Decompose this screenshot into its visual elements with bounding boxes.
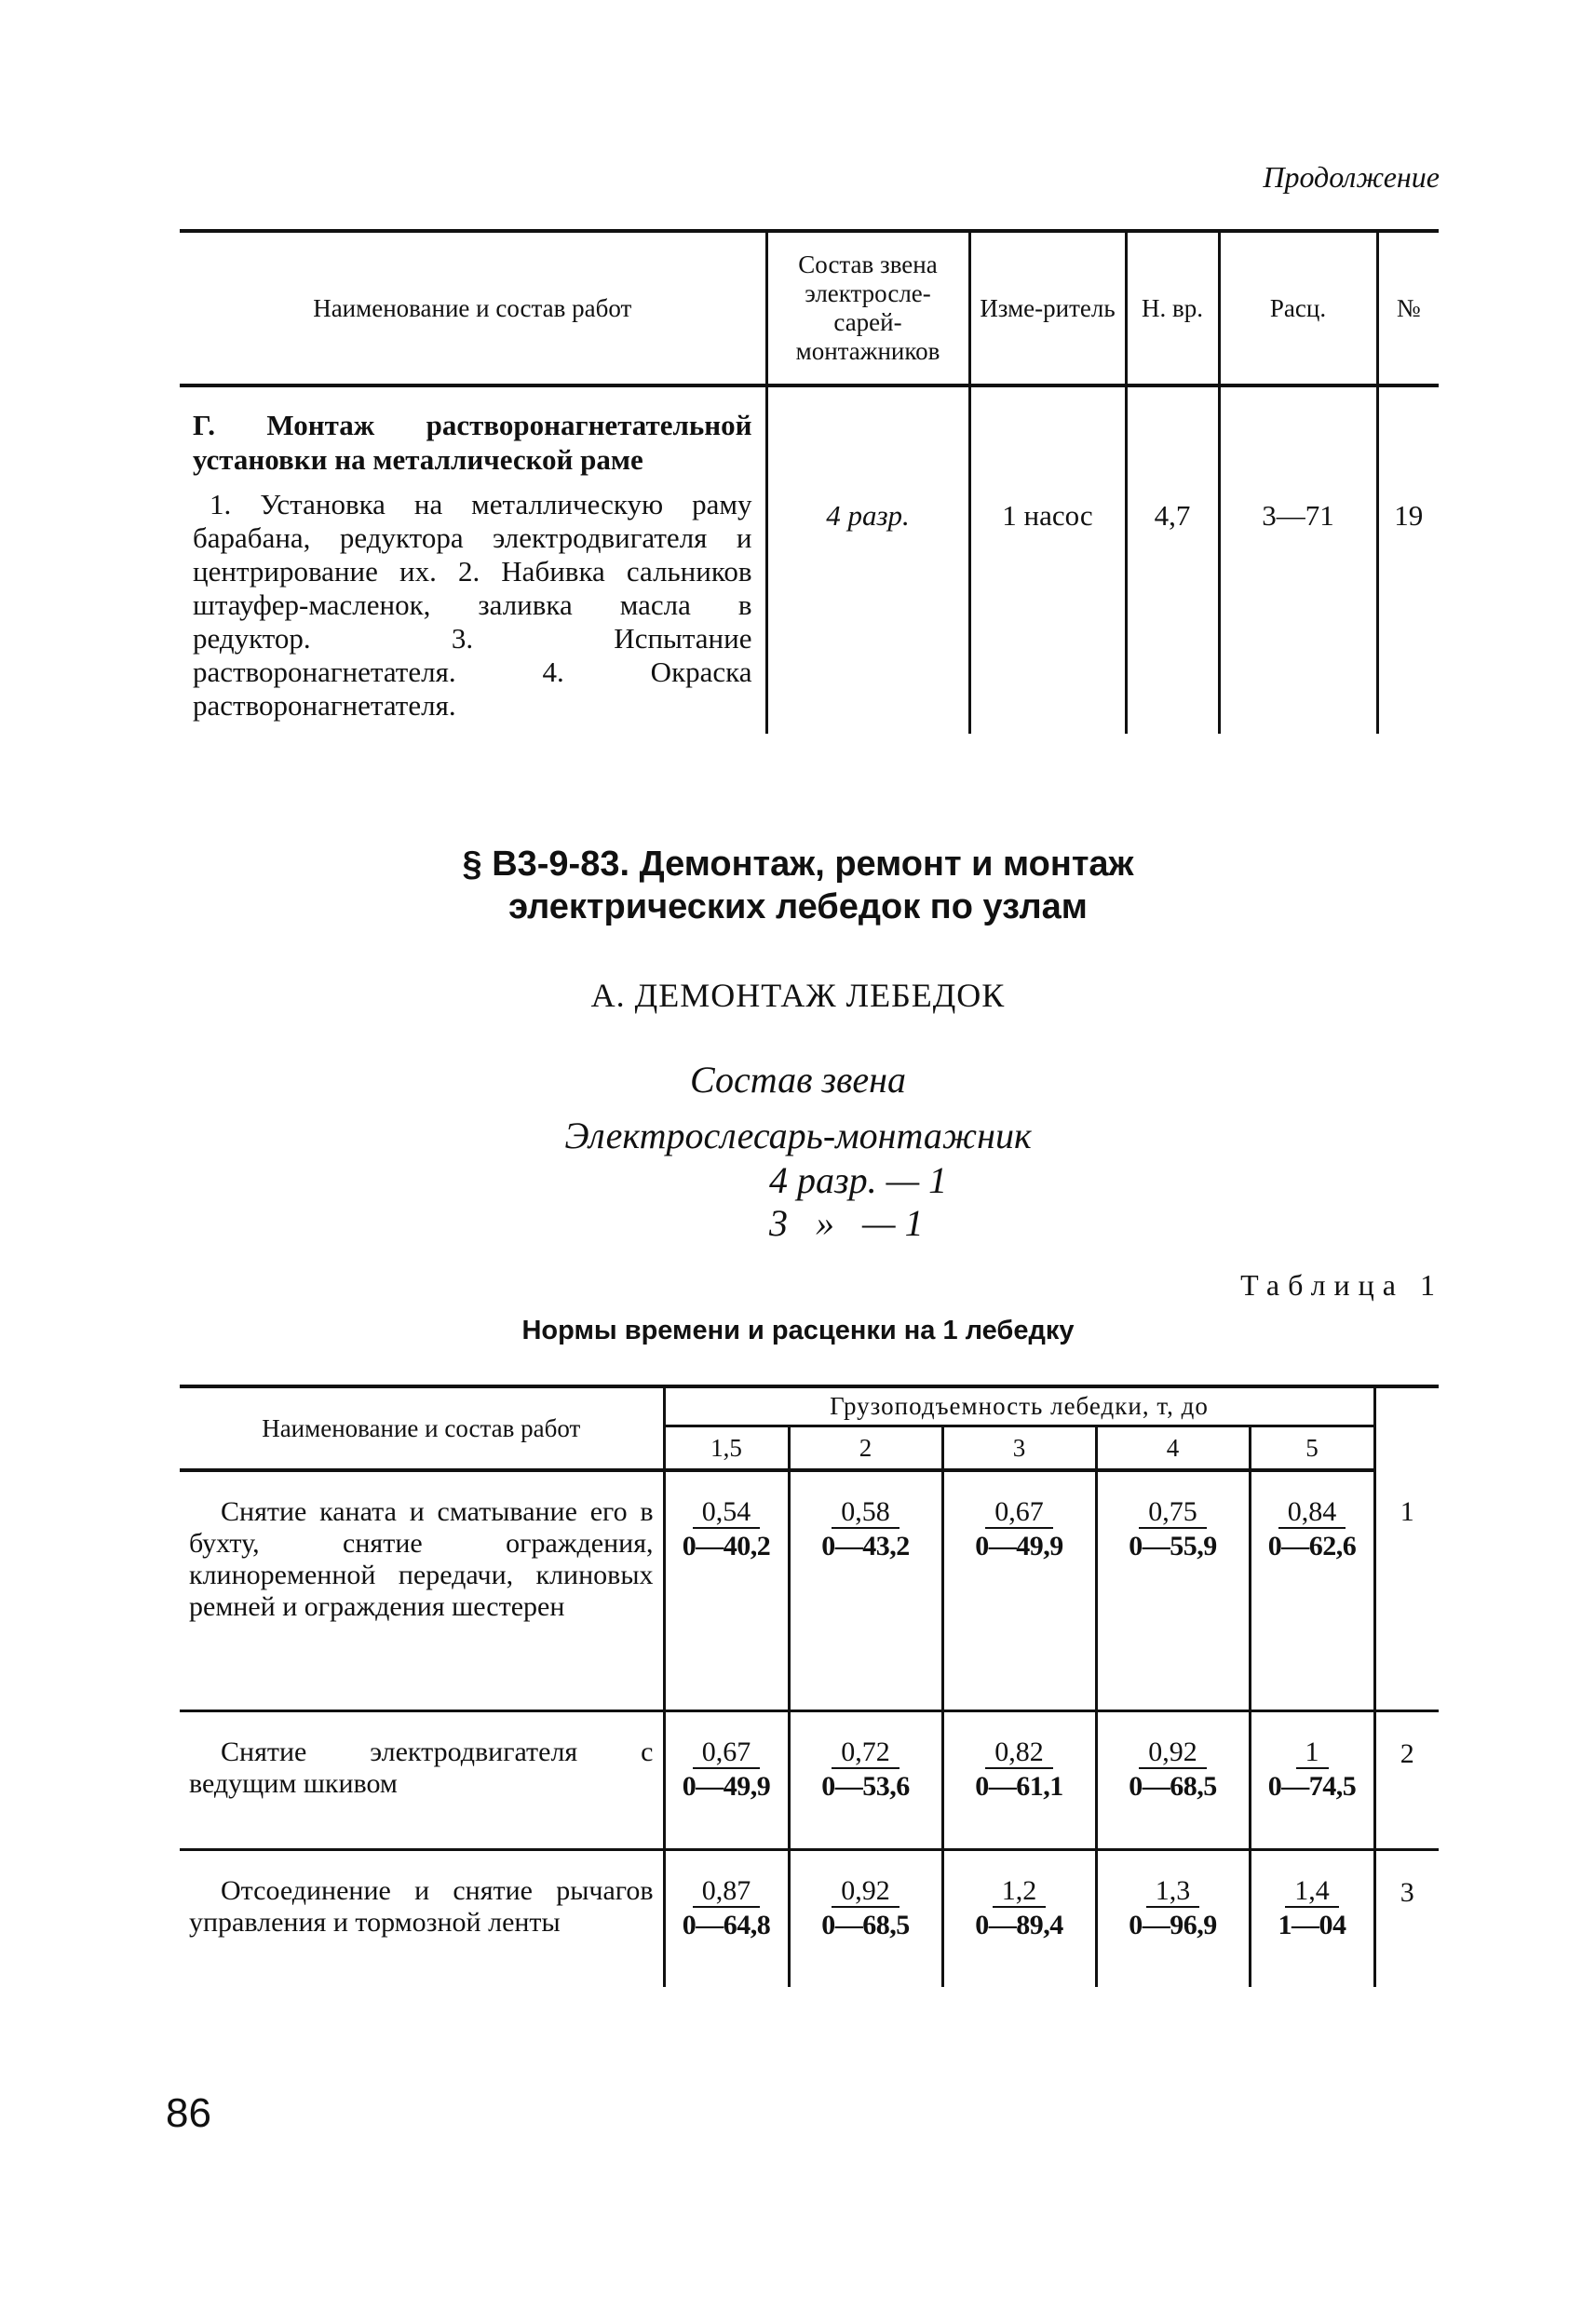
table-row	[180, 1470, 1439, 1710]
t2-capacity-2: 2	[789, 1426, 942, 1471]
page-number: 86	[166, 2090, 211, 2136]
t1-header-crew: Состав звена электросле-сарей-монтажников	[766, 231, 969, 385]
t2-header-num	[1374, 1386, 1439, 1470]
t2-capacity-4: 4	[1096, 1426, 1250, 1471]
continuation-label: Продолжение	[1263, 160, 1440, 194]
t1-time-norm: 4,7	[1126, 385, 1219, 734]
t2-cell: 1 0—74,5	[1250, 1710, 1374, 1849]
t1-row-text: 1. Установка на металлическую раму барабана, редуктора электродвигателя и центрирование их. 2. Набивка сальников штауфер-масленок, заливка масла в редуктор. 3. Испытание растворонагнетателя. 4. Окраска растворонагнетателя.	[193, 488, 752, 722]
t1-header-unit: Изме-ритель	[969, 231, 1126, 385]
t1-header-num: №	[1377, 231, 1439, 385]
t2-cell: 0,54 0—40,2	[664, 1470, 789, 1710]
t2-cell: 0,92 0—68,5	[789, 1849, 942, 1987]
t1-unit: 1 насос	[969, 385, 1126, 734]
t2-capacity-1: 1,5	[664, 1426, 789, 1471]
t2-row-num: 2	[1400, 1737, 1414, 1769]
t2-cell: 0,92 0—68,5	[1096, 1710, 1250, 1849]
t1-row-heading: Г. Монтаж растворонагнетательной установки на металлической раме	[193, 409, 752, 476]
subsection-title: А. ДЕМОНТАЖ ЛЕБЕДОК	[590, 977, 1006, 1014]
t2-cell: 1,4 1—04	[1250, 1849, 1374, 1987]
crew-line-1: 4 разр. — 1	[769, 1159, 948, 1201]
table-continued	[180, 229, 1439, 734]
t2-cell: 1,3 0—96,9	[1096, 1849, 1250, 1987]
table-row	[180, 385, 1439, 734]
t2-row-desc: Снятие каната и сматывание его в бухту, снятие ограждения, клиноременной передачи, клиновых ремней и ограждения шестерен	[180, 1470, 664, 1710]
t1-description-cell	[180, 385, 766, 734]
t1-header-name: Наименование и состав работ	[180, 231, 766, 385]
t2-row-desc: Снятие электродвигателя с ведущим шкивом	[180, 1710, 664, 1849]
t2-row-num: 1	[1400, 1496, 1414, 1527]
crew-title: Состав звена	[689, 1059, 906, 1101]
t2-capacity-5: 5	[1250, 1426, 1374, 1471]
t2-cell: 0,82 0—61,1	[942, 1710, 1096, 1849]
section-title-line2: электрических лебедок по узлам	[508, 887, 1088, 926]
t2-capacity-3: 3	[942, 1426, 1096, 1471]
t2-header-capacity: Грузоподъемность лебедки, т, до	[664, 1386, 1374, 1426]
table-label: Таблица 1	[1240, 1268, 1443, 1302]
t2-row-desc: Отсоединение и снятие рычагов управления и тормозной ленты	[180, 1849, 664, 1987]
t2-header-name: Наименование и состав работ	[180, 1386, 664, 1470]
section-title-line1: § В3-9-83. Демонтаж, ремонт и монтаж	[462, 845, 1134, 884]
table-row	[180, 1849, 1439, 1987]
t2-cell: 0,67 0—49,9	[942, 1470, 1096, 1710]
t2-cell: 0,67 0—49,9	[664, 1710, 789, 1849]
crew-line-2: 3 » — 1	[769, 1202, 924, 1244]
t1-num: 19	[1377, 385, 1439, 734]
t2-cell: 0,84 0—62,6	[1250, 1470, 1374, 1710]
t2-cell: 1,2 0—89,4	[942, 1849, 1096, 1987]
table-row	[180, 1710, 1439, 1849]
crew-role: Электрослесарь-монтажник	[564, 1115, 1032, 1156]
t1-header-rate: Расц.	[1219, 231, 1377, 385]
t2-cell: 0,72 0—53,6	[789, 1710, 942, 1849]
t2-row-num: 3	[1400, 1876, 1414, 1908]
t2-cell: 0,75 0—55,9	[1096, 1470, 1250, 1710]
t2-cell: 0,87 0—64,8	[664, 1849, 789, 1987]
t1-header-time-norm: Н. вр.	[1126, 231, 1219, 385]
t1-crew: 4 разр.	[766, 385, 969, 734]
t2-cell: 0,58 0—43,2	[789, 1470, 942, 1710]
t1-rate: 3—71	[1219, 385, 1377, 734]
table-caption: Нормы времени и расценки на 1 лебедку	[521, 1316, 1075, 1345]
norms-table	[180, 1385, 1439, 1987]
